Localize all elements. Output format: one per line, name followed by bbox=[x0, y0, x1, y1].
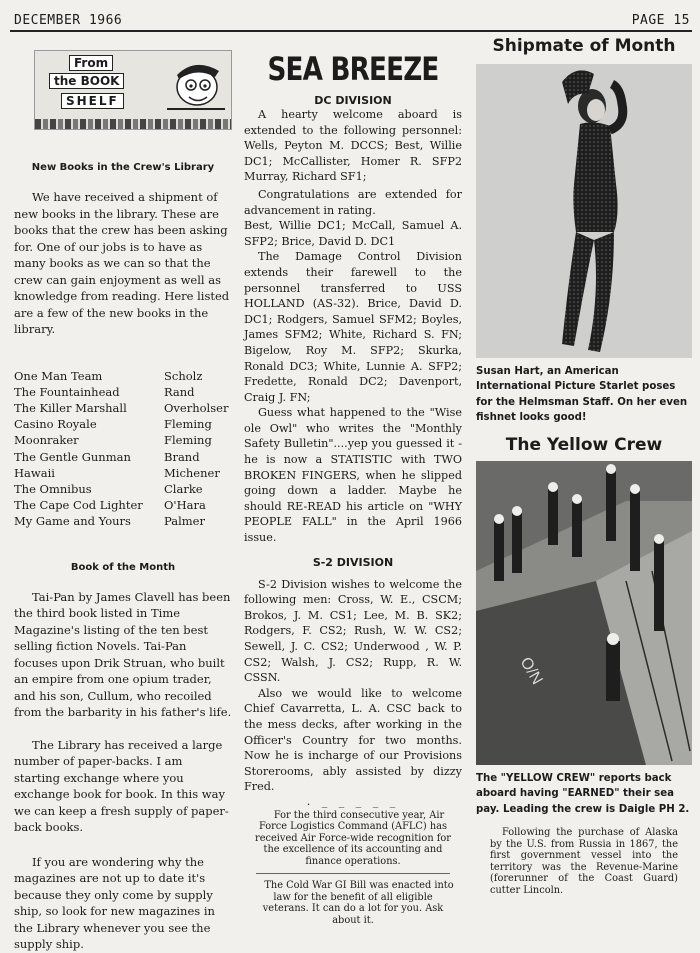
book-title: Casino Royale bbox=[14, 417, 97, 432]
shipmate-photo bbox=[476, 64, 692, 358]
alaska-note: Following the purchase of Alaska by the U.S. from Russia in 1867, the first government vessel into the territory was the Revenue-Marine (forerunner of the Coast Guard) cutter Lincoln. bbox=[490, 827, 678, 896]
book-title: The Cape Cod Lighter bbox=[14, 498, 143, 513]
crew-boarding-ship-icon bbox=[476, 461, 692, 765]
book-list-item bbox=[14, 368, 232, 384]
dc-congrats-text: Congratulations are extended for advancement in rating. bbox=[244, 187, 462, 217]
svg-text:O/N: O/N bbox=[516, 654, 546, 688]
paperback-exchange-text: The Library has received a large number of paper-backs. I am starting exchange where you exchange book for book. In this way we can keep a fresh supply of paper-back books. bbox=[14, 737, 229, 835]
book-list-item bbox=[14, 449, 232, 465]
s2-welcome-text: S-2 Division wishes to welcome the following men: Cross, W. E., CSCM; Brokos, J. M. CS1; Lee, M. B. SK2; Rodgers, F. CS2; Rush, W. W. CS2; Sewell, J. C. CS2; Underwood , W. P. CS2; Walsh, J. CS2; Rupp, R. W. CSSN. bbox=[244, 577, 462, 685]
shelf-tag-shelf: SHELF bbox=[61, 93, 124, 109]
book-author: Fleming bbox=[164, 433, 212, 448]
book-title: The Killer Marshall bbox=[14, 400, 127, 415]
shelf-tag-from: From bbox=[69, 55, 113, 71]
dc-welcome-text: A hearty welcome aboard is extended to the following personnel: Wells, Peyton M. DCCS; Best, Willie DC1; McCallister, Homer R. SFP2 Murray, Richard SF1; bbox=[244, 108, 462, 184]
dc-farewell-text: The Damage Control Division extends their farewell to the personnel transferred to USS HOLLAND (AS-32). Brice, David D. DC1; Rodgers, Samuel SFM2; Boyles, James SFM2; White, Richard S. FN; Bigelow, Roy M. SFP2; Skurka, Ronald DC3; White, Lunnie A. SFP2; Fredette, Ronald DC2; Davenport, Craig J. FN; bbox=[244, 250, 462, 404]
yellow-crew-caption: The "YELLOW CREW" reports back aboard having "EARNED" their sea pay. Leading the crew is Daigle PH 2. bbox=[476, 773, 690, 815]
book-list bbox=[14, 368, 232, 530]
page-header bbox=[10, 12, 692, 32]
book-shelf-logo bbox=[34, 50, 232, 130]
book-author: Scholz bbox=[164, 368, 203, 383]
book-author: Rand bbox=[164, 384, 195, 399]
book-of-month-heading: Book of the Month bbox=[70, 561, 176, 573]
issue-date: DECEMBER 1966 bbox=[14, 13, 123, 28]
shipmate-heading: Shipmate of Month bbox=[492, 36, 676, 56]
fishnet-figure-icon bbox=[476, 64, 692, 358]
book-author: O'Hara bbox=[164, 498, 206, 513]
new-books-heading: New Books in the Crew's Library bbox=[31, 162, 215, 173]
shelf-tag-book: the BOOK bbox=[49, 73, 124, 89]
book-list-item bbox=[14, 497, 232, 513]
yellow-crew-heading: The Yellow Crew bbox=[505, 435, 663, 456]
gi-bill-note: The Cold War GI Bill was enacted into law for the benefit of all eligible veterans. It can do a lot for you. Ask about it. bbox=[262, 880, 454, 926]
note-divider bbox=[256, 873, 450, 874]
book-title: The Omnibus bbox=[14, 481, 92, 496]
book-title: Hawaii bbox=[14, 465, 55, 480]
new-books-text: We have received a shipment of new books in the library. These are books that the crew has been asking for. One of our jobs is to have as many books as we can so that the crew can gain enjoyment as well as knowledge from reading. Here listed are a few of the new books in the library. bbox=[14, 190, 230, 336]
book-list-item bbox=[14, 384, 232, 400]
book-author: Fleming bbox=[164, 417, 212, 432]
book-author: Palmer bbox=[164, 514, 205, 529]
masthead-title: SEA BREEZE bbox=[267, 50, 439, 88]
book-list-item bbox=[14, 432, 232, 448]
book-title: The Fountainhead bbox=[14, 384, 120, 399]
middle-column bbox=[244, 50, 462, 926]
book-list-item bbox=[14, 400, 232, 416]
book-title: Moonraker bbox=[14, 433, 79, 448]
bookworm-mascot-icon bbox=[165, 57, 227, 115]
book-title: One Man Team bbox=[14, 368, 103, 383]
book-list-item bbox=[14, 416, 232, 432]
book-of-month-text: Tai-Pan by James Clavell has been the third book listed in Time Magazine's listing of the ten best selling fiction Novels. Tai-Pan focuses upon Drik Struan, who built an empire from one opium trader, and his son, Cullum, who recoiled from the barbarity in his father's life. bbox=[14, 589, 232, 720]
right-column bbox=[476, 36, 692, 896]
dc-division-heading: DC DIVISION bbox=[314, 94, 392, 107]
shipmate-caption: Susan Hart, an American International Picture Starlet poses for the Helmsman Staff. On her even fishnet looks good! bbox=[476, 366, 688, 423]
separator-dashes: . _ _ _ _ _ bbox=[306, 794, 400, 808]
safety-owl-text: Guess what happened to the "Wise ole Owl" who writes the "Monthly Safety Bulletin"....yep you guessed it - he is now a STATISTIC with TWO BROKEN FINGERS, when he slipped going down a ladder. Maybe he should RE-READ his article on "WHY PEOPLE FALL" in the April 1966 issue. bbox=[244, 406, 462, 545]
left-column bbox=[14, 50, 232, 953]
book-author: Michener bbox=[164, 465, 220, 480]
s2-chief-text: Also we would like to welcome Chief Cavarretta, L. A. CSC back to the mess decks, after working in the Officer's Country for two months. Now he is incharge of our Provisions Storerooms, ably assisted by dizzy Fred. bbox=[244, 686, 462, 794]
book-author: Overholser bbox=[164, 400, 229, 415]
book-author: Brand bbox=[164, 449, 200, 464]
s2-division-heading: S-2 DIVISION bbox=[312, 555, 394, 569]
magazines-text: If you are wondering why the magazines are not up to date it's because they only come by supply ship, so look for new magazines in the Library whenever you see the supply ship. bbox=[14, 854, 215, 952]
book-spines bbox=[35, 119, 231, 129]
book-author: Clarke bbox=[164, 481, 203, 496]
aflc-note: For the third consecutive year, Air Force Logistics Command (AFLC) has received Air Force-wide recognition for the excellence of its accounting and finance operations. bbox=[255, 809, 451, 867]
book-title: The Gentle Gunman bbox=[14, 449, 131, 464]
book-list-item bbox=[14, 513, 232, 529]
book-list-item bbox=[14, 465, 232, 481]
book-list-item bbox=[14, 481, 232, 497]
dc-advancement-list: Best, Willie DC1; McCall, Samuel A. SFP2; Brice, David D. DC1 bbox=[244, 219, 462, 248]
book-title: My Game and Yours bbox=[14, 514, 131, 529]
yellow-crew-photo bbox=[476, 461, 692, 765]
page-number: PAGE 15 bbox=[631, 13, 690, 28]
